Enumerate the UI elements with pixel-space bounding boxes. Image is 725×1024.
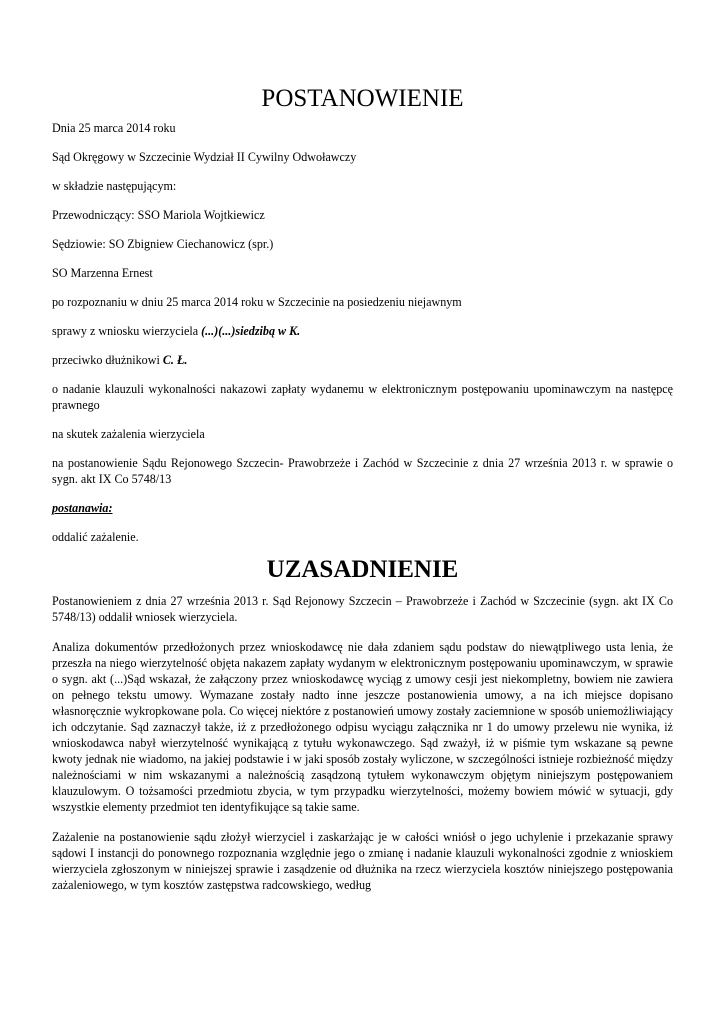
chair-line: Przewodniczący: SSO Mariola Wojtkiewicz (52, 208, 265, 222)
court-name: Sąd Okręgowy w Szczecinie Wydział II Cywilny Odwoławczy (52, 150, 357, 164)
judges-line: Sędziowie: SO Zbigniew Ciechanowicz (spr.) (52, 237, 274, 251)
justification-paragraph-3: Zażalenie na postanowienie sądu złożył wierzyciel i zaskarżając je w całości wniósł o jego uchylenie i przekazanie sprawy sądowi I instancji do ponownego rozpoznania względnie jego o zmianę i nadanie klauzuli wykonalności zgodnie z wnioskiem wierzyciela zgłoszonym w niniejszej sprawie i zasądzenie od dłużnika na rzecz wierzyciela kosztów niniejszego postępowania zażaleniowego, w tym kosztów zastępstwa radcowskiego, według (52, 830, 673, 892)
ruling-text: oddalić zażalenie. (52, 530, 139, 544)
subject-line: o nadanie klauzuli wykonalności nakazowi zapłaty wydanemu w elektronicznym postępowaniu upominawczym na następcę prawnego (52, 382, 673, 412)
date-line: Dnia 25 marca 2014 roku (52, 121, 176, 135)
ruling-label-text: postanawia: (52, 501, 113, 515)
justification-paragraph-2: Analiza dokumentów przedłożonych przez wnioskodawcę nie dała zdaniem sądu podstaw do niewątpliwego usta lenia, że przeszła na niego wierzytelność objęta nakazem zapłaty wydanym w elektronicznym postępowaniu upominawczym, w sprawie o sygn. akt (...)Sąd wskazał, że załączony przez wnioskodawcę wyciąg z umowy cesji jest niekompletny, bowiem nie zawiera on pełnego tekstu umowy. Wymazane zostały nadto inne jeszcze postanowienia umowy, a na ich miejsce dopisano własnoręcznie wykropkowane pola. Co więcej niektóre z postanowień umowy zostały zaciemnione w sposób uniemożliwiający ich odczytanie. Sąd zaznaczył także, iż z przedłożonego odpisu wyciągu załącznika nr 1 do umowy przelewu nie wynika, iż wnioskodawca nabył wierzytelność wynikającą z tytułu wykonawczego. Sąd zważył, iż w piśmie tym wskazane są pewne kwoty jednak nie wiadomo, na jakiej podstawie i w jaki sposób zostały wyliczone, w szczególności istnieje rozbieżność między należnościami w nim wskazanymi a należnością zasądzoną tytułem wykonawczym objętym niniejszym postępowaniem klauzulowym. O tożsamości przedmiotu zbycia, w tym przypadku wierzytelności, możemy bowiem mówić w sytuacji, gdy wszystkie elementy przedmiot ten identyfikujące są takie same. (52, 640, 673, 814)
document-title: POSTANOWIENIE (261, 85, 464, 112)
debtor-name: C. Ł. (162, 353, 188, 367)
hearing-line: po rozpoznaniu w dniu 25 marca 2014 roku w Szczecinie na posiedzeniu niejawnym (52, 295, 462, 309)
justification-paragraph-1: Postanowieniem z dnia 27 września 2013 r. Sąd Rejonowy Szczecin – Prawobrzeże i Zachód w Szczecinie (sygn. akt IX Co 5748/13) oddalił wniosek wierzyciela. (52, 594, 673, 624)
decision-reference: na postanowienie Sądu Rejonowego Szczecin- Prawobrzeże i Zachód w Szczecinie z dnia 27 września 2013 r. w sprawie o sygn. akt IX Co 5748/13 (52, 456, 673, 486)
appeal-line: na skutek zażalenia wierzyciela (52, 427, 205, 441)
against-prefix: przeciwko dłużnikowi (52, 353, 163, 367)
creditor-name: (...)(...)siedzibą w K. (201, 324, 301, 338)
against-line (52, 352, 673, 368)
composition-line: w składzie następującym: (52, 179, 177, 193)
judge2-line: SO Marzenna Ernest (52, 266, 153, 280)
case-prefix: sprawy z wniosku wierzyciela (52, 324, 202, 338)
ruling-label (52, 500, 673, 516)
case-line (52, 323, 673, 339)
justification-title: UZASADNIENIE (266, 556, 459, 583)
